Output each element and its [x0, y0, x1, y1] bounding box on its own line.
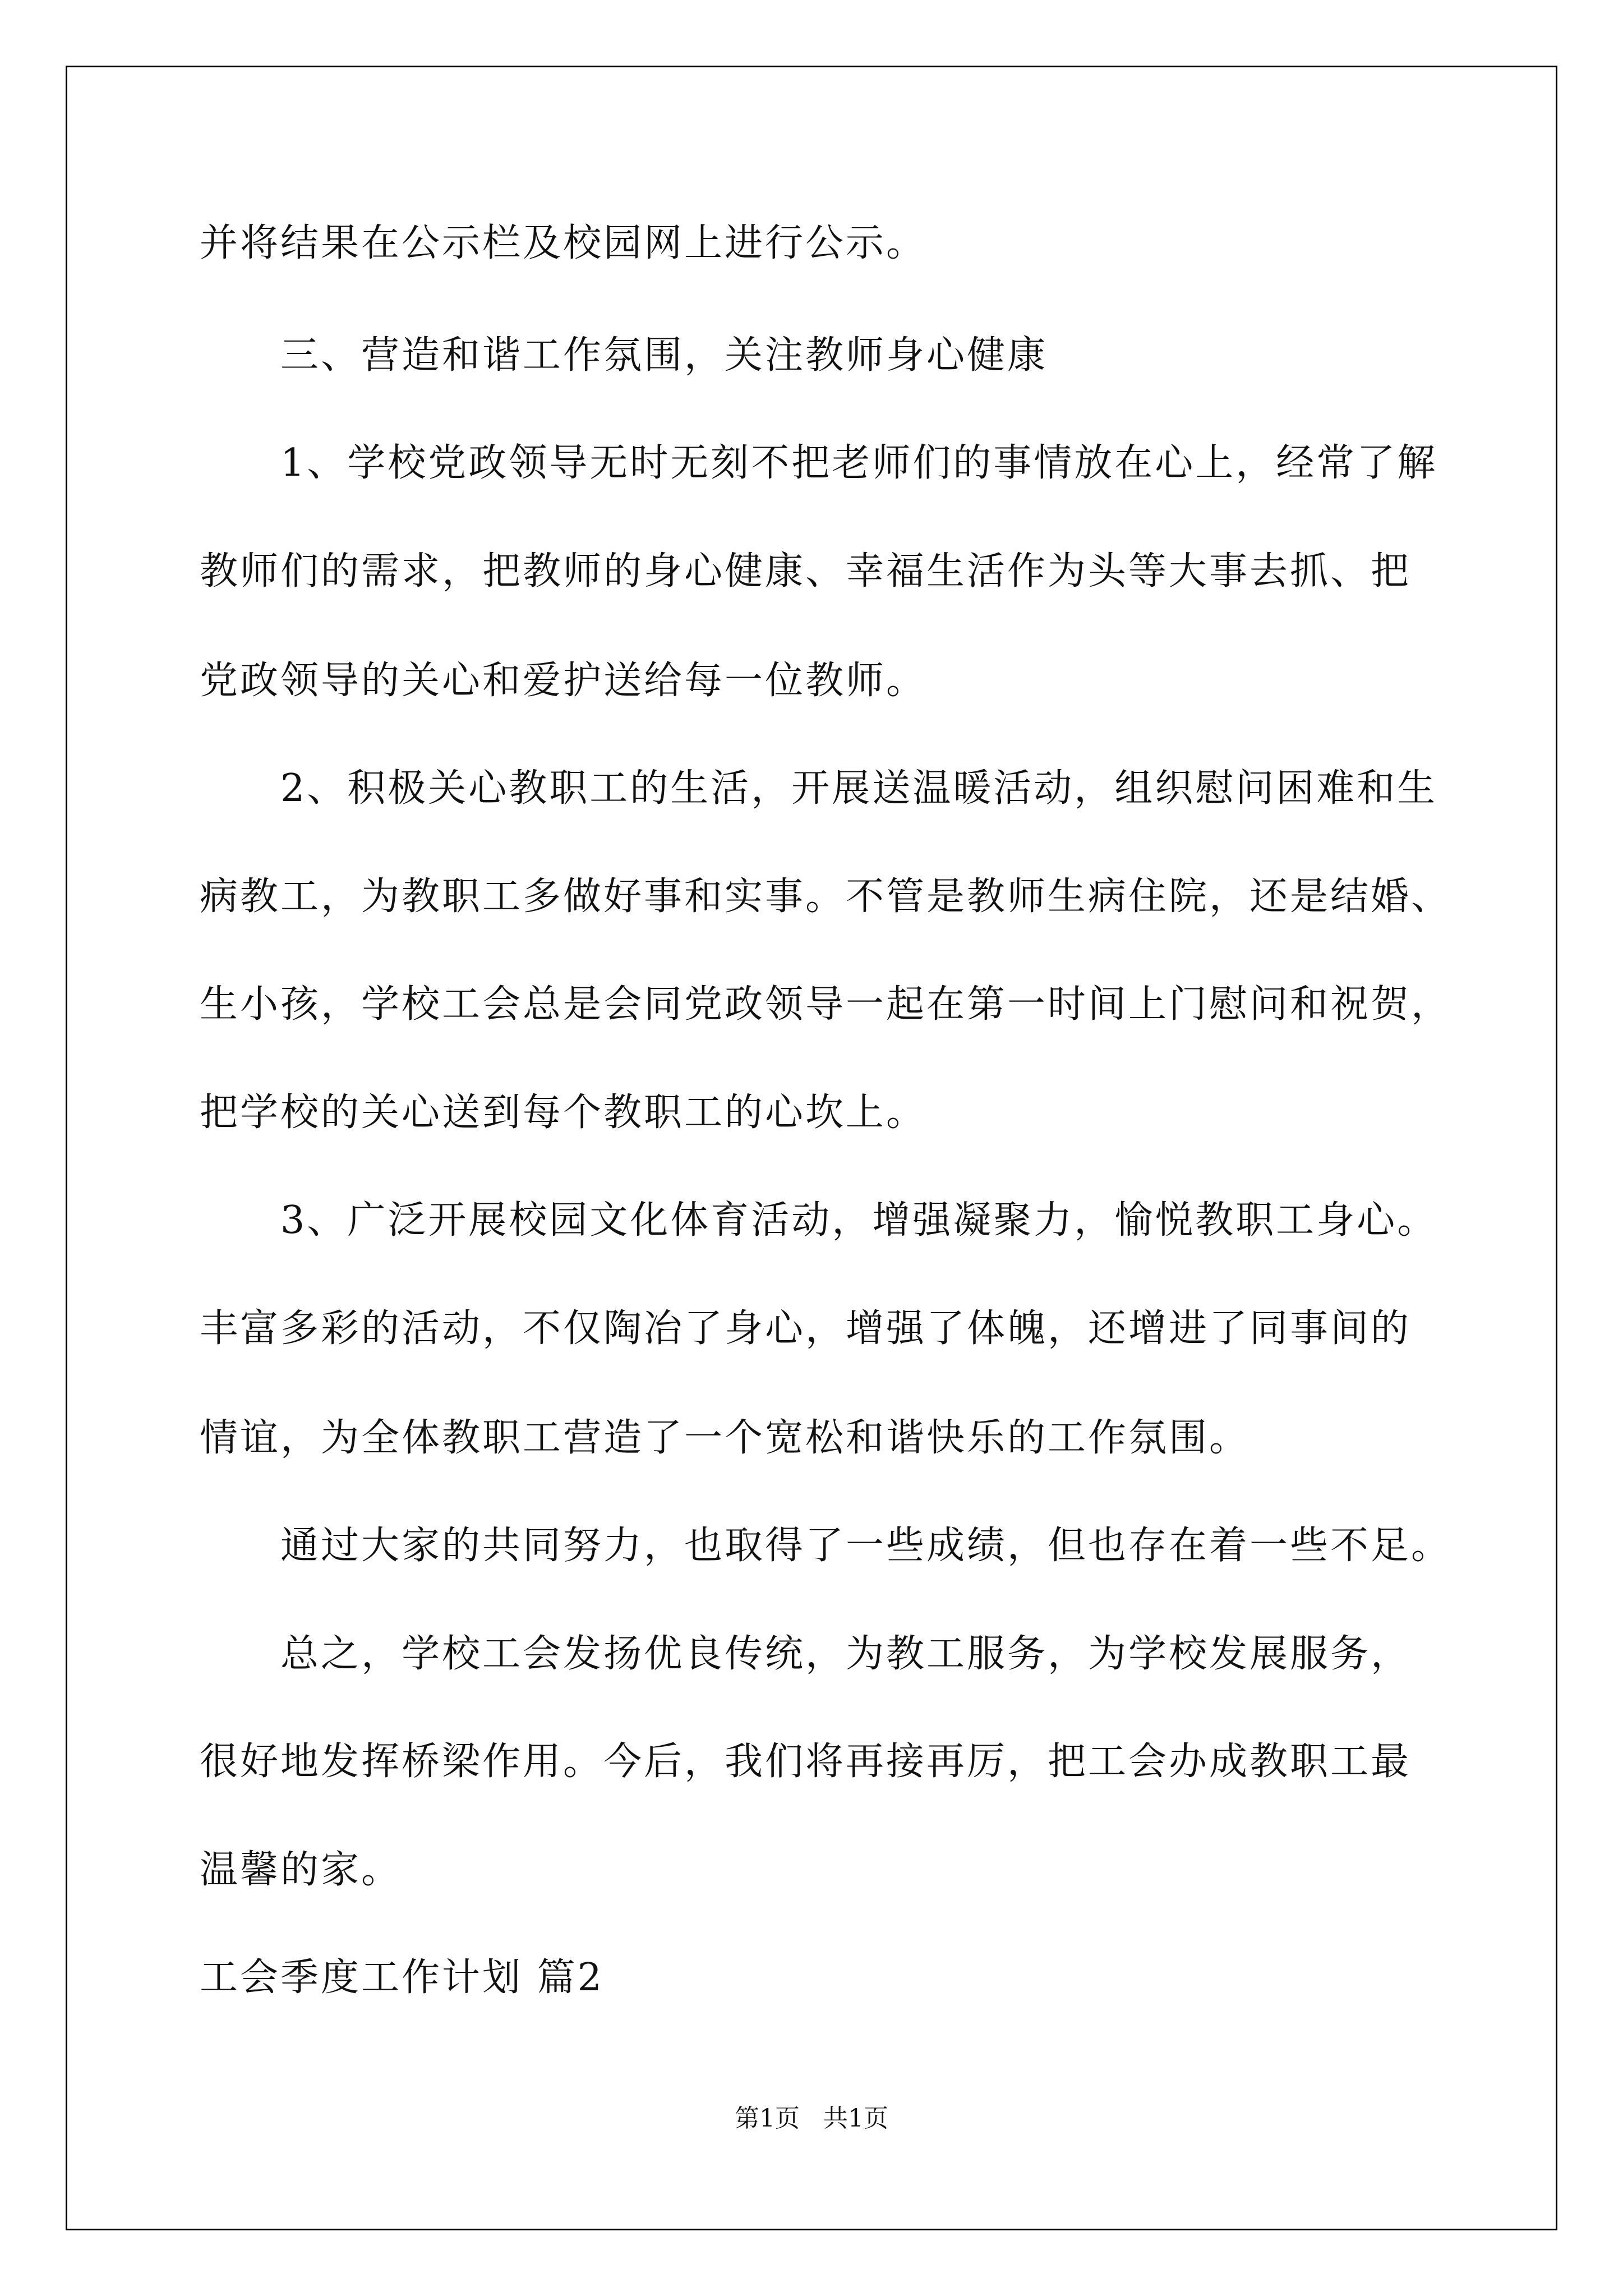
text-line: 教师们的需求，把教师的身心健康、幸福生活作为头等大事去抓、把 — [200, 549, 1412, 593]
text-line: 通过大家的共同努力，也取得了一些成绩，但也存在着一些不足。 — [280, 1524, 1452, 1568]
text-line: 总之，学校工会发扬优良传统，为教工服务，为学校发展服务， — [280, 1632, 1412, 1676]
text-line: 情谊，为全体教职工营造了一个宽松和谐快乐的工作氛围。 — [200, 1416, 1250, 1460]
text-line: 3、广泛开展校园文化体育活动，增强凝聚力，愉悦教职工身心。 — [280, 1198, 1438, 1243]
text-line: 很好地发挥桥梁作用。今后，我们将再接再厉，把工会办成教职工最 — [200, 1740, 1412, 1784]
page-number-footer: 第1页 共1页 — [735, 2104, 888, 2133]
text-line: 丰富多彩的活动，不仅陶冶了身心，增强了体魄，还增进了同事间的 — [200, 1306, 1412, 1351]
section-heading: 三、营造和谐工作氛围，关注教师身心健康 — [280, 333, 1048, 378]
text-line: 2、积极关心教职工的生活，开展送温暖活动，组织慰问困难和生 — [280, 766, 1438, 811]
text-line: 温馨的家。 — [200, 1848, 402, 1892]
text-line: 1、学校党政领导无时无刻不把老师们的事情放在心上，经常了解 — [280, 441, 1438, 485]
text-line: 病教工，为教职工多做好事和实事。不管是教师生病住院，还是结婚、 — [200, 875, 1452, 919]
text-line: 党政领导的关心和爱护送给每一位教师。 — [200, 659, 927, 703]
text-line: 并将结果在公示栏及校园网上进行公示。 — [200, 221, 927, 265]
text-line: 生小孩，学校工会总是会同党政领导一起在第一时间上门慰问和祝贺， — [200, 982, 1452, 1027]
section-title: 工会季度工作计划 篇2 — [200, 1955, 604, 2000]
page-border — [66, 66, 1557, 2230]
text-line: 把学校的关心送到每个教职工的心坎上。 — [200, 1091, 927, 1135]
